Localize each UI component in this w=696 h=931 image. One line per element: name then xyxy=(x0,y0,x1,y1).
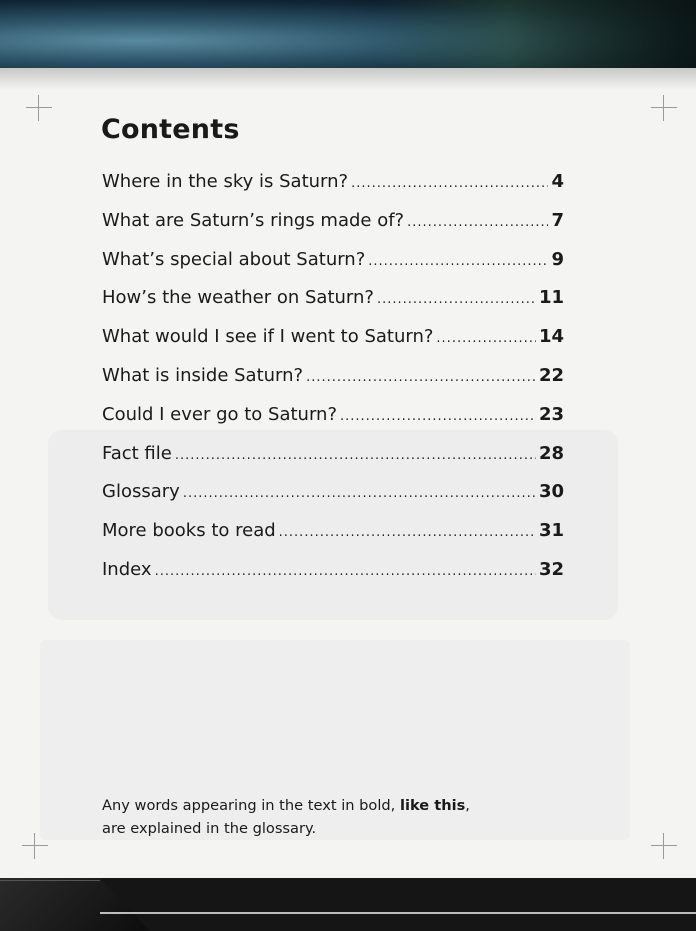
banner-glow xyxy=(380,0,696,68)
toc-leader-dots xyxy=(175,437,536,476)
toc-entry-page-number: 22 xyxy=(538,364,564,386)
toc-leader-dots xyxy=(340,398,536,437)
toc-entry-page-number: 23 xyxy=(538,403,564,425)
banner-shadow xyxy=(0,68,696,90)
toc-entry[interactable] xyxy=(102,163,564,202)
toc-entry[interactable] xyxy=(102,279,564,318)
toc-entry-title: What’s special about Saturn? xyxy=(102,248,366,270)
glossary-note-line2: are explained in the glossary. xyxy=(102,820,317,837)
crop-mark-bottom-right xyxy=(651,833,677,859)
glossary-note-bold-example: like this xyxy=(399,797,466,814)
toc-leader-dots xyxy=(436,320,536,359)
toc-entry-page-number: 30 xyxy=(538,481,564,503)
toc-leader-dots xyxy=(377,281,536,320)
bottom-accent-line xyxy=(100,912,696,914)
crop-mark-top-right xyxy=(651,95,677,121)
toc-entry-page-number: 32 xyxy=(538,558,564,580)
toc-leader-dots xyxy=(279,514,536,553)
toc-entry[interactable] xyxy=(102,357,564,396)
toc-entry-page-number: 9 xyxy=(551,248,564,270)
toc-entry-title: Fact file xyxy=(102,442,172,464)
table-of-contents xyxy=(102,163,564,590)
toc-entry-page-number: 28 xyxy=(538,442,564,464)
toc-entry-title: Where in the sky is Saturn? xyxy=(102,171,349,192)
toc-entry[interactable] xyxy=(102,396,564,435)
toc-entry[interactable] xyxy=(102,551,564,590)
toc-entry-page-number: 7 xyxy=(551,209,564,231)
glossary-note-text: Any words appearing in the text in bold, xyxy=(102,797,400,814)
bottom-accent-line-left xyxy=(0,880,100,881)
toc-entry-title: Could I ever go to Saturn? xyxy=(102,403,338,425)
toc-entry-title: What is inside Saturn? xyxy=(102,364,304,386)
toc-entry-page-number: 14 xyxy=(538,326,564,348)
toc-entry[interactable] xyxy=(102,202,564,241)
contents-heading: Contents xyxy=(101,114,240,145)
glossary-note xyxy=(102,794,562,840)
toc-entry-page-number: 31 xyxy=(538,520,564,542)
crop-mark-top-left xyxy=(26,95,52,121)
toc-entry-title: What would I see if I went to Saturn? xyxy=(102,326,434,348)
toc-entry[interactable] xyxy=(102,435,564,474)
toc-entry-title: How’s the weather on Saturn? xyxy=(102,287,374,309)
toc-leader-dots xyxy=(155,553,536,592)
glossary-note-comma: , xyxy=(465,797,470,814)
toc-entry-title: Glossary xyxy=(102,481,180,503)
crop-mark-bottom-left xyxy=(22,833,48,859)
toc-leader-dots xyxy=(306,359,536,398)
toc-entry-title: More books to read xyxy=(102,520,276,542)
toc-entry-title: Index xyxy=(102,558,152,580)
toc-entry[interactable] xyxy=(102,512,564,551)
top-space-banner xyxy=(0,0,696,68)
toc-entry-title: What are Saturn’s rings made of? xyxy=(102,209,405,231)
toc-leader-dots xyxy=(351,165,548,204)
toc-leader-dots xyxy=(183,475,536,514)
toc-entry[interactable] xyxy=(102,241,564,280)
toc-entry-page-number: 4 xyxy=(551,171,564,192)
toc-entry-page-number: 11 xyxy=(538,287,564,309)
toc-leader-dots xyxy=(407,204,548,243)
toc-entry[interactable] xyxy=(102,473,564,512)
toc-entry[interactable] xyxy=(102,318,564,357)
toc-leader-dots xyxy=(368,243,548,282)
